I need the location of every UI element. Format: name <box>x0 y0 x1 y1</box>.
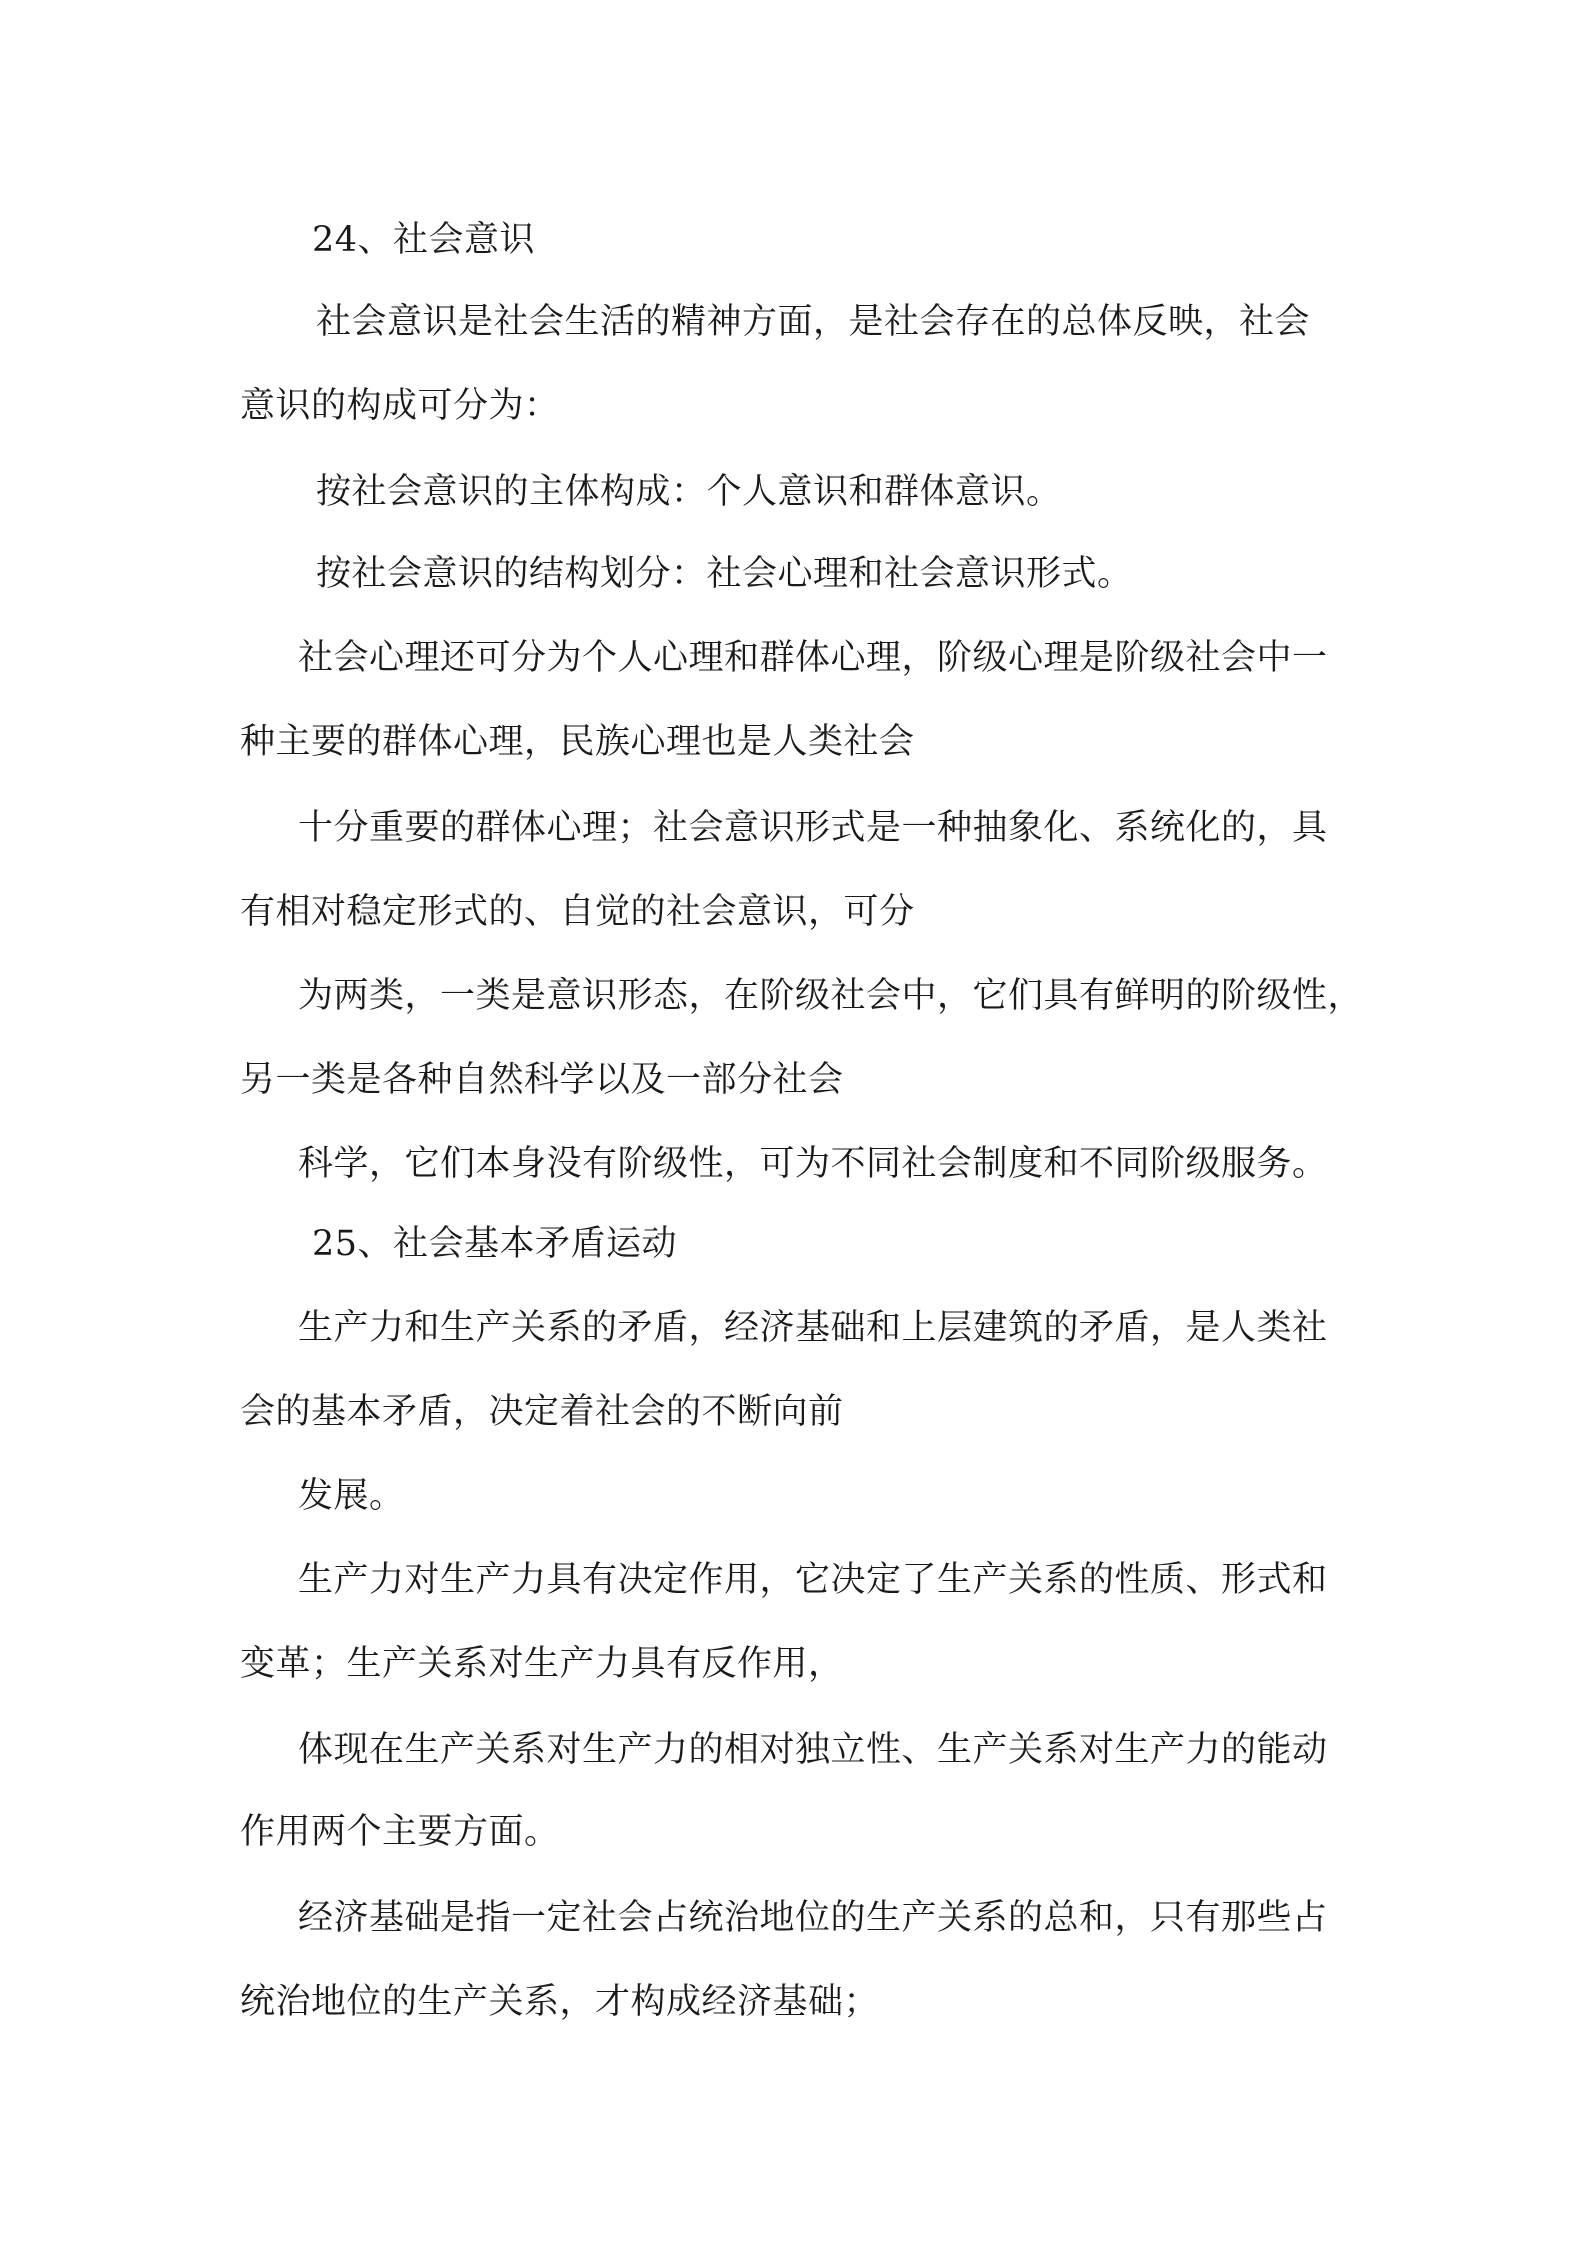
paragraph-line: 作用两个主要方面。 <box>240 1812 560 1852</box>
paragraph-line: 生产力对生产力具有决定作用，它决定了生产关系的性质、形式和 <box>298 1560 1328 1600</box>
paragraph-line: 按社会意识的结构划分：社会心理和社会意识形式。 <box>316 554 1133 594</box>
paragraph-line: 变革；生产关系对生产力具有反作用， <box>240 1644 844 1684</box>
paragraph-line: 为两类，一类是意识形态，在阶级社会中，它们具有鲜明的阶级性， <box>298 976 1364 1016</box>
paragraph-line: 十分重要的群体心理；社会意识形式是一种抽象化、系统化的，具 <box>298 808 1328 848</box>
paragraph-line: 生产力和生产关系的矛盾，经济基础和上层建筑的矛盾，是人类社 <box>298 1308 1328 1348</box>
paragraph-line: 发展。 <box>298 1476 405 1516</box>
paragraph-line: 种主要的群体心理，民族心理也是人类社会 <box>240 722 915 762</box>
section-heading: 25、社会基本矛盾运动 <box>312 1224 678 1264</box>
paragraph-line: 经济基础是指一定社会占统治地位的生产关系的总和，只有那些占 <box>298 1898 1328 1938</box>
paragraph-line: 社会心理还可分为个人心理和群体心理，阶级心理是阶级社会中一 <box>298 638 1328 678</box>
paragraph-line: 有相对稳定形式的、自觉的社会意识，可分 <box>240 892 915 932</box>
paragraph-line: 统治地位的生产关系，才构成经济基础； <box>240 1982 880 2022</box>
paragraph-line: 科学，它们本身没有阶级性，可为不同社会制度和不同阶级服务。 <box>298 1144 1328 1184</box>
paragraph-line: 意识的构成可分为： <box>240 386 560 426</box>
paragraph-line: 社会意识是社会生活的精神方面，是社会存在的总体反映，社会 <box>316 302 1311 342</box>
section-heading: 24、社会意识 <box>312 220 536 260</box>
paragraph-line: 会的基本矛盾，决定着社会的不断向前 <box>240 1392 844 1432</box>
paragraph-line: 另一类是各种自然科学以及一部分社会 <box>240 1060 844 1100</box>
paragraph-line: 按社会意识的主体构成：个人意识和群体意识。 <box>316 472 1062 512</box>
paragraph-line: 体现在生产关系对生产力的相对独立性、生产关系对生产力的能动 <box>298 1730 1328 1770</box>
